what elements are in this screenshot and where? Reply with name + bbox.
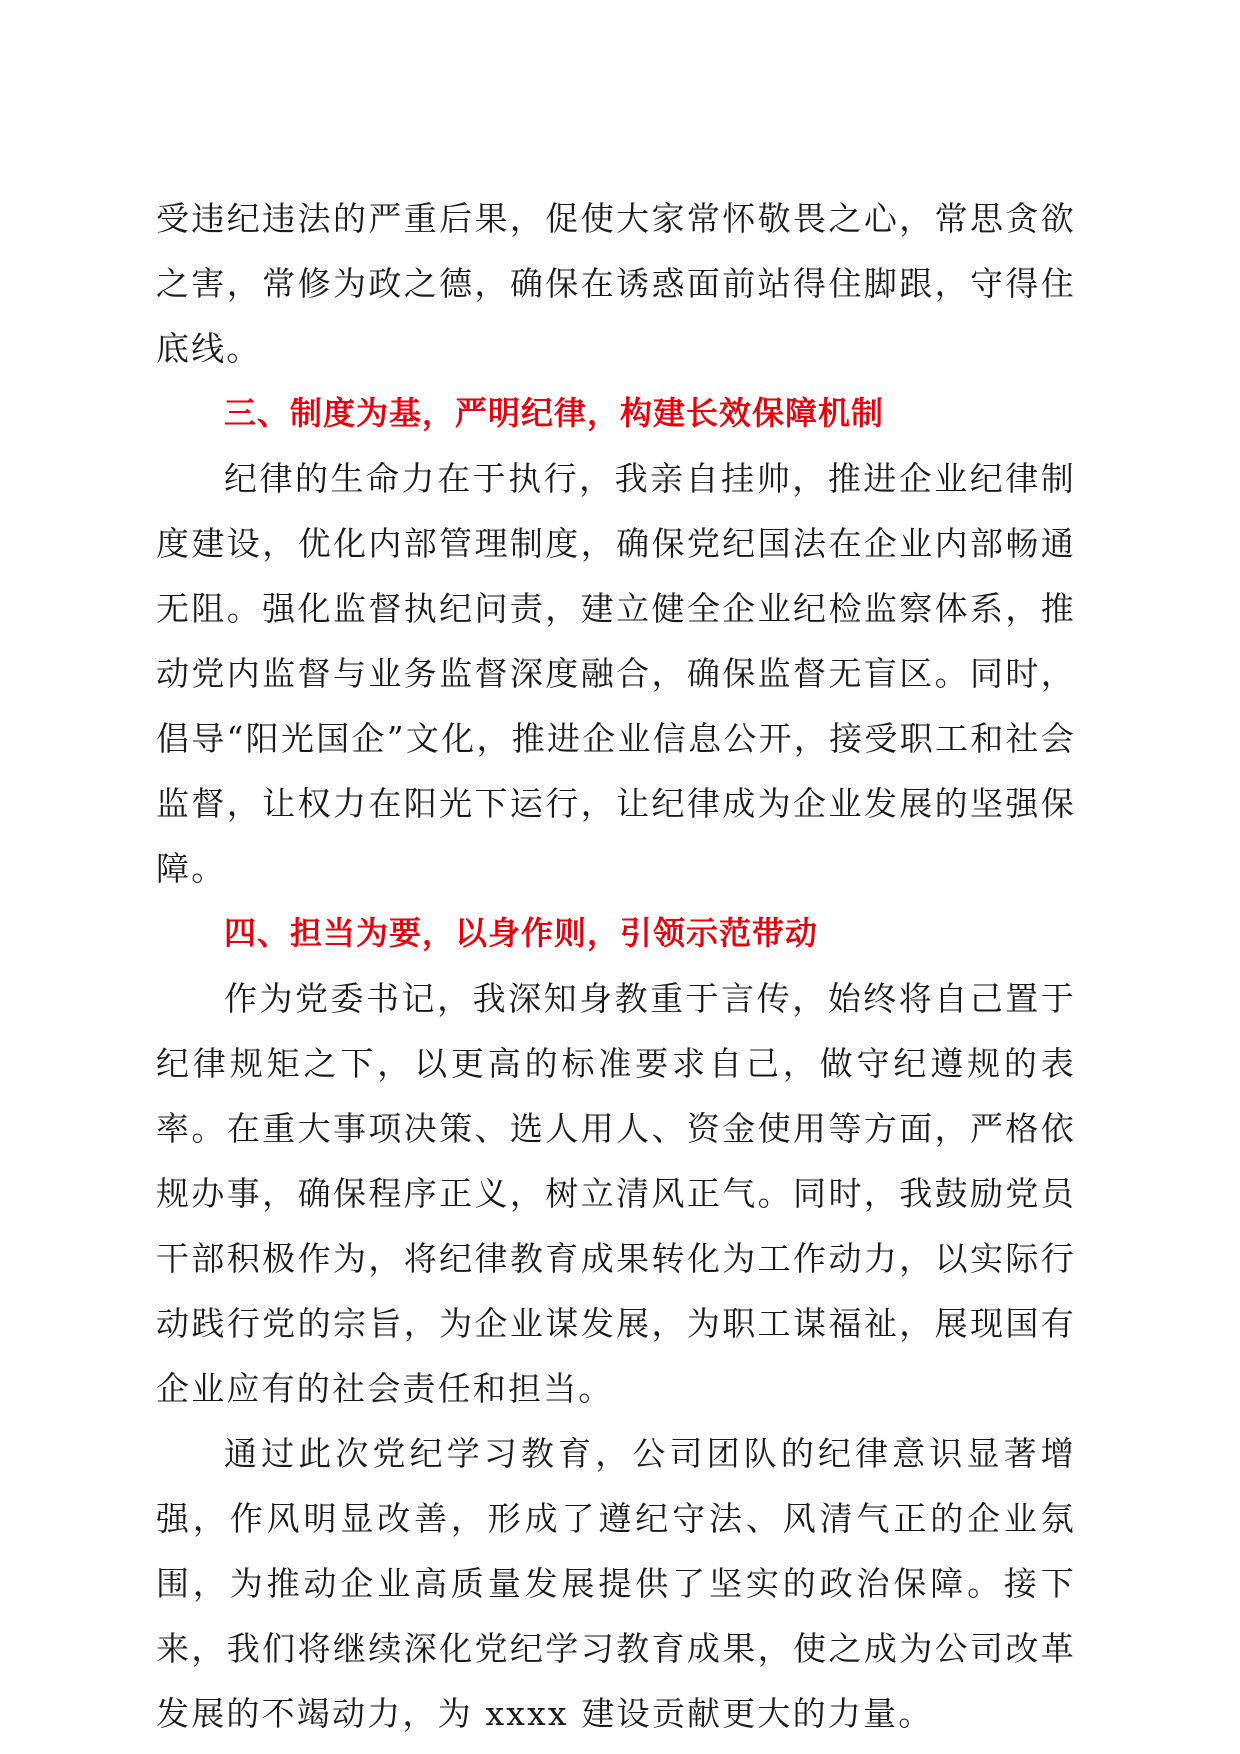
paragraph-lead-by-example: 作为党委书记，我深知身教重于言传，始终将自己置于纪律规矩之下，以更高的标准要求自己，做守纪遵规的表率。在重大事项决策、选人用人、资金使用等方面，严格依规办事，确保程序正义，树立清风正气。同时，我鼓励党员干部积极作为，将纪律教育成果转化为工作动力，以实际行动践行党的宗旨，为企业谋发展，为职工谋福祉，展现国有企业应有的社会责任和担当。 <box>156 979 1076 1408</box>
section-heading-four: 四、担当为要，以身作则，引领示范带动 <box>224 914 819 952</box>
section-heading-three: 三、制度为基，严明纪律，构建长效保障机制 <box>224 394 885 432</box>
document-body <box>156 186 1076 1746</box>
paragraph-continued-discipline-warning: 受违纪违法的严重后果，促使大家常怀敬畏之心，常思贪欲之害，常修为政之德，确保在诱惑面前站得住脚跟，守得住底线。 <box>156 199 1076 368</box>
paragraph-conclusion: 通过此次党纪学习教育，公司团队的纪律意识显著增强，作风明显改善，形成了遵纪守法、风清气正的企业氛围，为推动企业高质量发展提供了坚实的政治保障。接下来，我们将继续深化党纪学习教育成果，使之成为公司改革发展的不竭动力，为 xxxx 建设贡献更大的力量。 <box>156 1434 1076 1733</box>
paragraph-system-discipline: 纪律的生命力在于执行，我亲自挂帅，推进企业纪律制度建设，优化内部管理制度，确保党纪国法在企业内部畅通无阻。强化监督执纪问责，建立健全企业纪检监察体系，推动党内监督与业务监督深度融合，确保监督无盲区。同时，倡导“阳光国企”文化，推进企业信息公开，接受职工和社会监督，让权力在阳光下运行，让纪律成为企业发展的坚强保障。 <box>156 459 1076 888</box>
